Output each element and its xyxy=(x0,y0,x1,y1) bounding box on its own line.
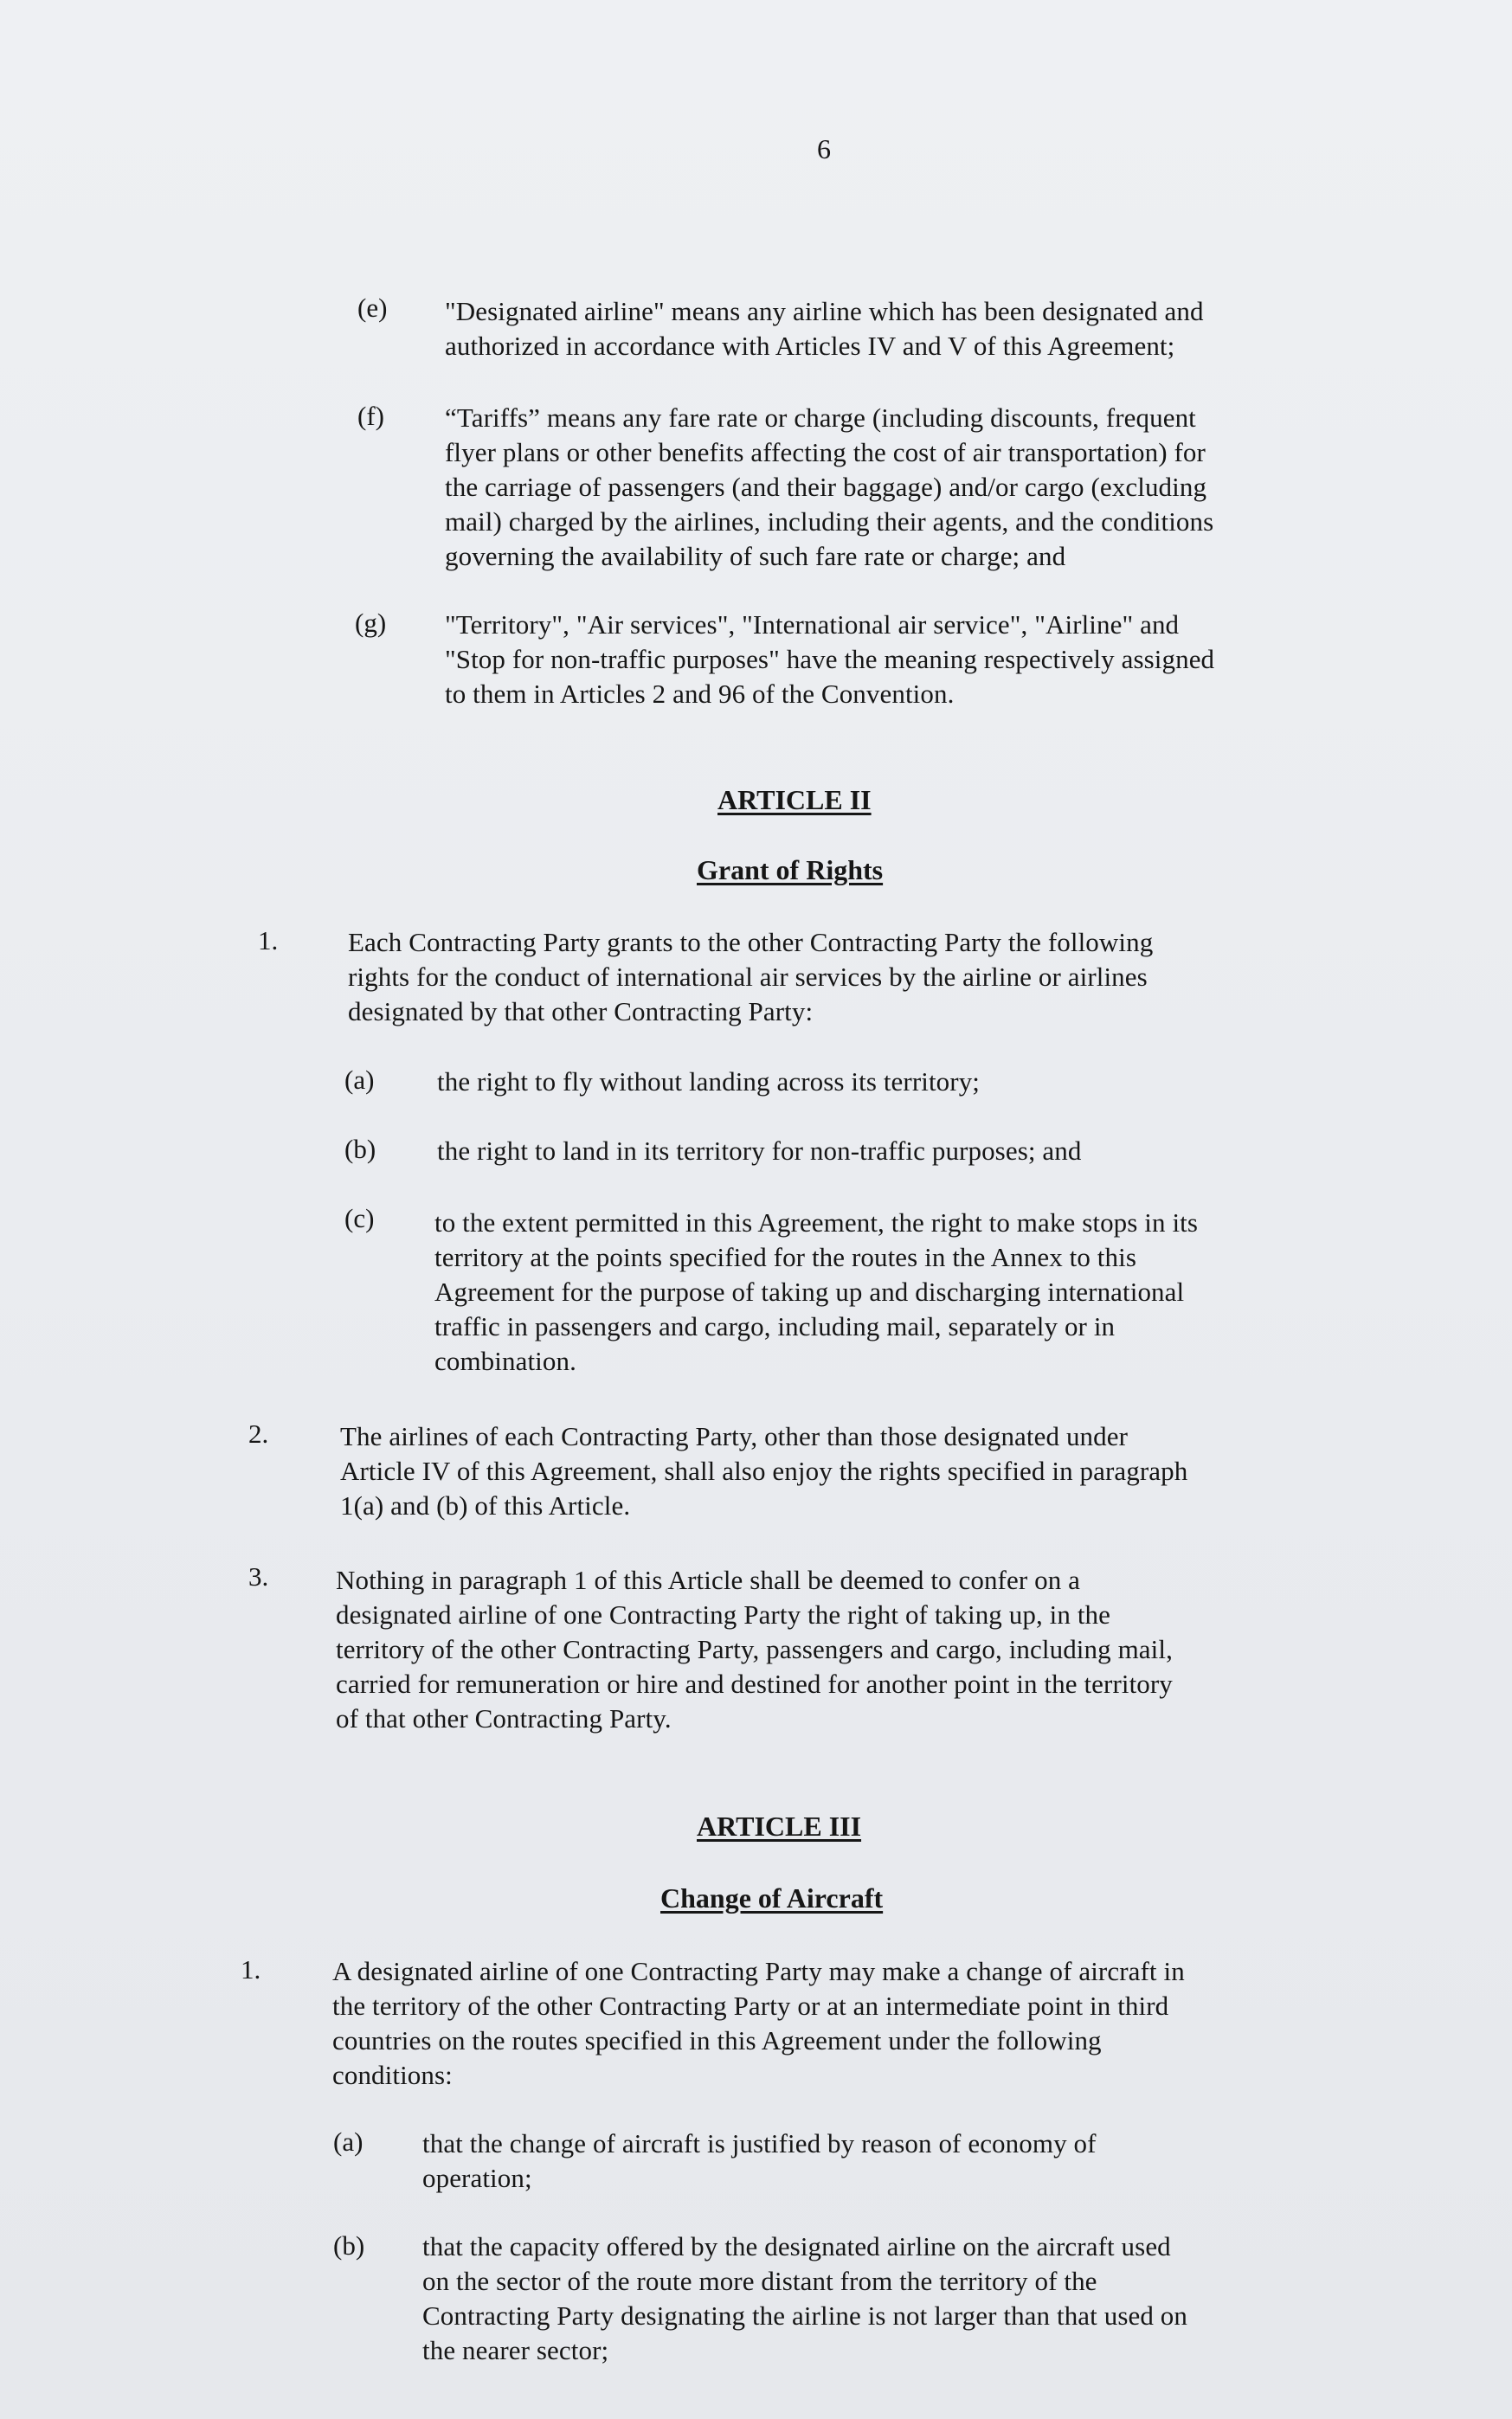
definition-f-line: flyer plans or other benefits affecting the cost of air transportation) for xyxy=(445,437,1206,467)
article-2-para-3-line: of that other Contracting Party. xyxy=(336,1703,672,1734)
article-3-para-1-line: countries on the routes specified in this Agreement under the following xyxy=(332,2025,1102,2056)
article-3-subtitle: Change of Aircraft xyxy=(660,1882,884,1914)
article-3-para-1-line: A designated airline of one Contracting Party may make a change of aircraft in xyxy=(332,1956,1185,1986)
article-2-para-1-line: Each Contracting Party grants to the other Contracting Party the following xyxy=(348,927,1154,957)
definition-e-line: authorized in accordance with Articles IV and V of this Agreement; xyxy=(445,331,1175,361)
article-3-item-b-line: the nearer sector; xyxy=(422,2335,609,2365)
article-2-item-c-line: territory at the points specified for the routes in the Annex to this xyxy=(434,1242,1136,1272)
article-2-para-3-line: Nothing in paragraph 1 of this Article shall be deemed to confer on a xyxy=(336,1565,1081,1595)
article-2-para-2-line: The airlines of each Contracting Party, other than those designated under xyxy=(340,1421,1129,1451)
article-2-item-b-line: the right to land in its territory for non-traffic purposes; and xyxy=(437,1136,1082,1166)
article-2-para-3-line: carried for remuneration or hire and destined for another point in the territory xyxy=(336,1669,1173,1699)
article-2-item-b-label: (b) xyxy=(344,1134,376,1164)
article-2-subtitle: Grant of Rights xyxy=(697,854,884,885)
definition-e-line: "Designated airline" means any airline which has been designated and xyxy=(445,296,1204,326)
article-3-title: ARTICLE III xyxy=(697,1811,862,1842)
article-2-para-1-label: 1. xyxy=(258,925,279,955)
article-2-item-c-line: combination. xyxy=(434,1346,576,1376)
definition-f-line: mail) charged by the airlines, including their agents, and the conditions xyxy=(445,506,1214,537)
article-2-para-1-line: designated by that other Contracting Party: xyxy=(348,996,814,1026)
definition-f-label: (f) xyxy=(357,401,384,431)
article-2-item-c-line: Agreement for the purpose of taking up and discharging international xyxy=(434,1277,1185,1307)
article-3-item-a-line: operation; xyxy=(422,2163,532,2193)
article-2-para-3-line: designated airline of one Contracting Party the right of taking up, in the xyxy=(336,1599,1110,1630)
article-3-para-1-line: the territory of the other Contracting Party or at an intermediate point in third xyxy=(332,1991,1169,2021)
definition-f-line: the carriage of passengers (and their baggage) and/or cargo (excluding xyxy=(445,472,1207,502)
article-2-item-a-line: the right to fly without landing across its territory; xyxy=(437,1066,981,1097)
definition-g-label: (g) xyxy=(355,608,387,638)
article-3-item-b-line: Contracting Party designating the airline is not larger than that used on xyxy=(422,2300,1188,2331)
definition-f-line: governing the availability of such fare rate or charge; and xyxy=(445,541,1066,571)
article-2-para-2-label: 2. xyxy=(248,1419,269,1449)
article-3-para-1-label: 1. xyxy=(241,1954,261,1985)
article-2-para-3-line: territory of the other Contracting Party, passengers and cargo, including mail, xyxy=(336,1634,1173,1664)
article-3-item-b-label: (b) xyxy=(333,2230,365,2261)
definition-e-label: (e) xyxy=(357,293,388,323)
definition-g-line: "Stop for non-traffic purposes" have the meaning respectively assigned xyxy=(445,644,1215,674)
definition-f-line: “Tariffs” means any fare rate or charge (including discounts, frequent xyxy=(445,402,1196,433)
article-2-item-c-label: (c) xyxy=(344,1203,375,1233)
article-2-item-c-line: to the extent permitted in this Agreement, the right to make stops in its xyxy=(434,1207,1199,1238)
definition-g-line: "Territory", "Air services", "International air service", "Airline" and xyxy=(445,609,1180,640)
article-2-item-c-line: traffic in passengers and cargo, including mail, separately or in xyxy=(434,1311,1116,1341)
article-2-para-2-line: 1(a) and (b) of this Article. xyxy=(340,1490,631,1521)
article-3-item-a-line: that the change of aircraft is justified by reason of economy of xyxy=(422,2128,1097,2158)
article-3-item-a-label: (a) xyxy=(333,2126,364,2157)
article-2-para-3-label: 3. xyxy=(248,1561,269,1592)
article-3-item-b-line: on the sector of the route more distant from the territory of the xyxy=(422,2266,1097,2296)
article-3-item-b-line: that the capacity offered by the designated airline on the aircraft used xyxy=(422,2231,1171,2261)
article-2-item-a-label: (a) xyxy=(344,1065,375,1095)
article-2-para-2-line: Article IV of this Agreement, shall also enjoy the rights specified in paragraph xyxy=(340,1456,1188,1486)
article-3-para-1-line: conditions: xyxy=(332,2060,453,2090)
definition-g-line: to them in Articles 2 and 96 of the Convention. xyxy=(445,679,955,709)
article-2-title: ARTICLE II xyxy=(717,784,872,815)
article-2-para-1-line: rights for the conduct of international air services by the airline or airlines xyxy=(348,962,1148,992)
page-number: 6 xyxy=(817,133,831,164)
